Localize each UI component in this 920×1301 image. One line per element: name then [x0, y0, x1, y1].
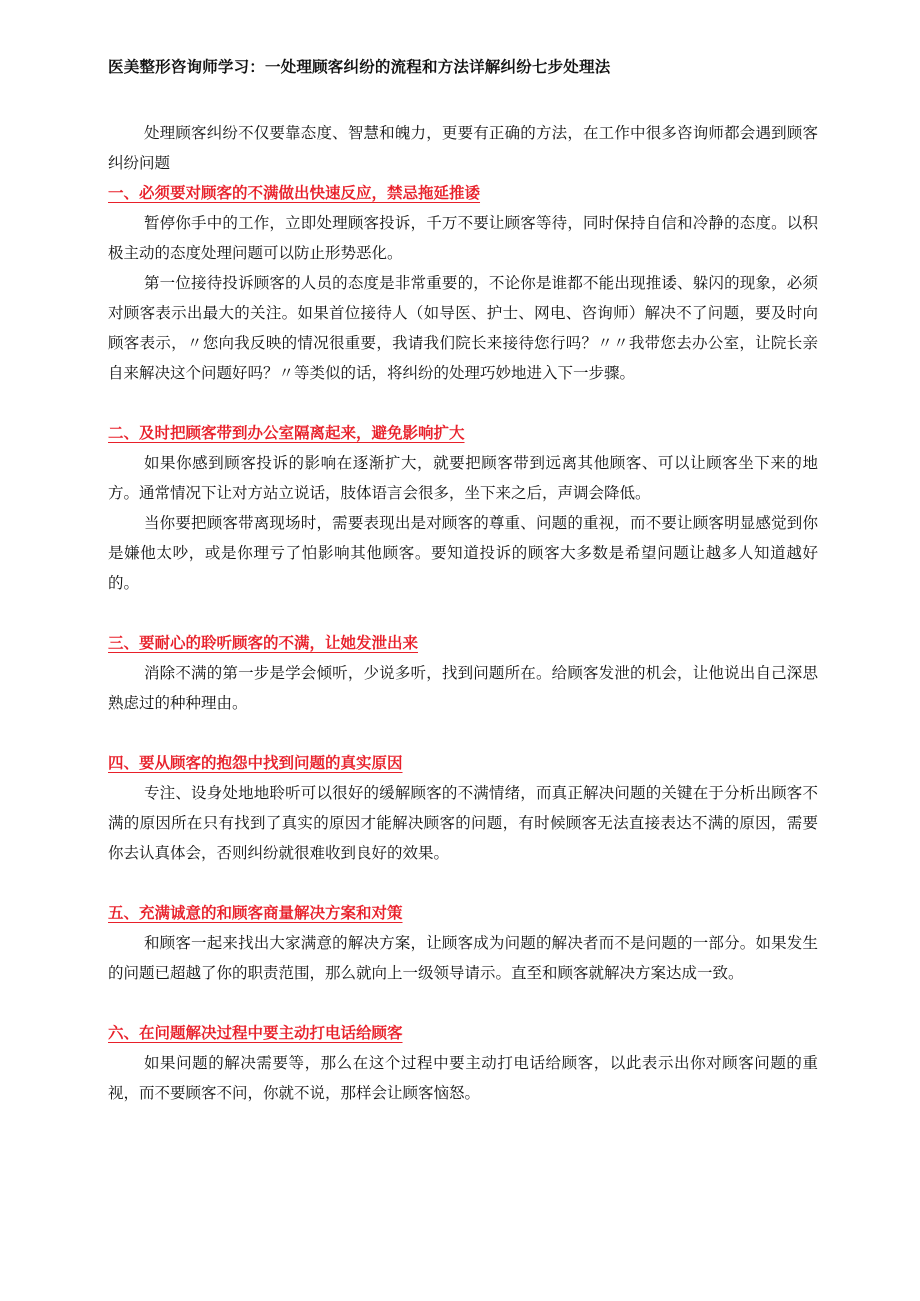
section-1-paragraph-2: 第一位接待投诉顾客的人员的态度是非常重要的，不论你是谁都不能出现推诿、躲闪的现象，必须对顾客表示出最大的关注。如果首位接待人（如导医、护士、网电、咨询师）解决不了问题，要及时向顾客表示，〃您向我反映的情况很重要，我请我们院长来接待您行吗？〃〃我带您去办公室，让院长亲自来解决这个问题好吗？〃等类似的话，将纠纷的处理巧妙地进入下一步骤。 — [108, 274, 818, 382]
intro-paragraph: 处理顾客纠纷不仅要靠态度、智慧和魄力，更要有正确的方法，在工作中很多咨询师都会遇到顾客纠纷问题 — [108, 124, 818, 172]
section-1-heading: 一、必须要对顾客的不满做出快速反应，禁忌拖延推诿 — [108, 184, 481, 202]
section-5-heading: 五、充满诚意的和顾客商量解决方案和对策 — [108, 904, 403, 922]
section-4-paragraph-1: 专注、设身处地地聆听可以很好的缓解顾客的不满情绪，而真正解决问题的关键在于分析出顾客不满的原因所在只有找到了真实的原因才能解决顾客的问题，有时候顾客无法直接表达不满的原因，需要你去认真体会，否则纠纷就很难收到良好的效果。 — [108, 784, 818, 862]
section-6-paragraph-1: 如果问题的解决需要等，那么在这个过程中要主动打电话给顾客，以此表示出你对顾客问题的重视，而不要顾客不问，你就不说，那样会让顾客恼怒。 — [108, 1054, 818, 1102]
spacer — [108, 598, 818, 628]
section-6-heading: 六、在问题解决过程中要主动打电话给顾客 — [108, 1024, 403, 1042]
section-1 — [108, 178, 818, 388]
section-6 — [108, 1018, 818, 1108]
section-1-paragraph-1: 暂停你手中的工作，立即处理顾客投诉，千万不要让顾客等待，同时保持自信和冷静的态度。以积极主动的态度处理问题可以防止形势恶化。 — [108, 214, 818, 262]
section-3-paragraph-1: 消除不满的第一步是学会倾听，少说多听，找到问题所在。给顾客发泄的机会，让他说出自己深思熟虑过的种种理由。 — [108, 664, 818, 712]
document-title: 医美整形咨询师学习：一处理顾客纠纷的流程和方法详解纠纷七步处理法 — [108, 58, 611, 76]
spacer — [108, 718, 818, 748]
spacer — [108, 868, 818, 898]
section-3 — [108, 628, 818, 718]
section-2-heading: 二、及时把顾客带到办公室隔离起来，避免影响扩大 — [108, 424, 465, 442]
spacer — [108, 988, 818, 1018]
section-2-paragraph-1: 如果你感到顾客投诉的影响在逐渐扩大，就要把顾客带到远离其他顾客、可以让顾客坐下来的地方。通常情况下让对方站立说话，肢体语言会很多，坐下来之后，声调会降低。 — [108, 454, 818, 502]
document-page — [108, 52, 818, 1108]
section-5-paragraph-1: 和顾客一起来找出大家满意的解决方案，让顾客成为问题的解决者而不是问题的一部分。如果发生的问题已超越了你的职责范围，那么就向上一级领导请示。直至和顾客就解决方案达成一致。 — [108, 934, 818, 982]
section-3-heading: 三、要耐心的聆听顾客的不满，让她发泄出来 — [108, 634, 419, 652]
section-4 — [108, 748, 818, 868]
section-5 — [108, 898, 818, 988]
section-2 — [108, 418, 818, 598]
section-2-paragraph-2: 当你要把顾客带离现场时，需要表现出是对顾客的尊重、问题的重视，而不要让顾客明显感觉到你是嫌他太吵，或是你理亏了怕影响其他顾客。要知道投诉的顾客大多数是希望问题让越多人知道越好的。 — [108, 514, 818, 592]
section-4-heading: 四、要从顾客的抱怨中找到问题的真实原因 — [108, 754, 403, 772]
spacer — [108, 388, 818, 418]
